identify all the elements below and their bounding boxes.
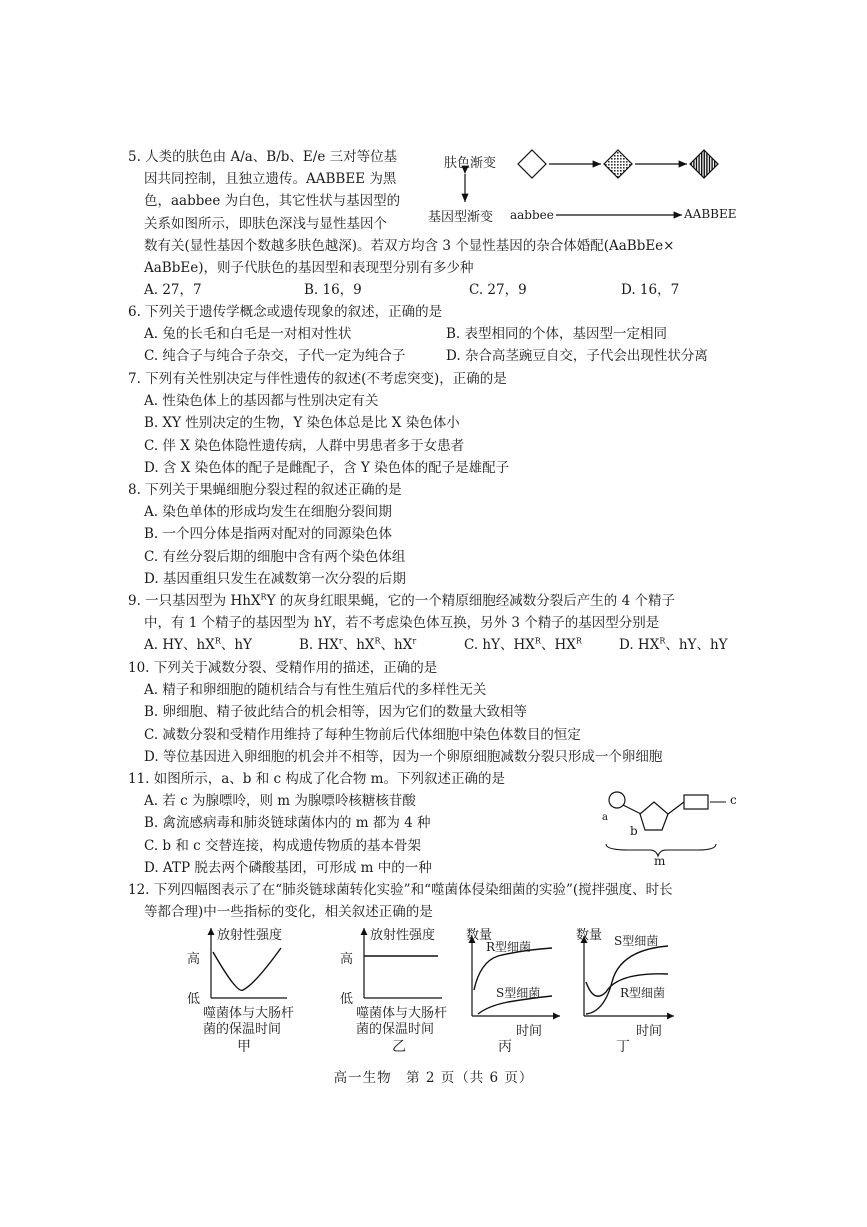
pentose-ring: [640, 802, 668, 830]
option-d: D. 杂合高茎豌豆自交，子代会出现性状分离: [446, 348, 708, 365]
superscript: r: [412, 636, 417, 646]
question-6-options-row: [128, 345, 748, 367]
question-9: [128, 590, 748, 657]
xlabel: 噬菌体与大肠杆: [356, 1006, 448, 1021]
high-label: 高: [187, 952, 201, 967]
skin-color-diagram: [428, 140, 748, 228]
superscript: r: [338, 636, 343, 646]
option-c: C. 纯合子与纯合子杂交，子代一定为纯合子: [144, 348, 406, 365]
option-a: A. 27，7: [144, 282, 202, 299]
graph-ding: [574, 922, 686, 1055]
option-a: A. 染色单体的形成均发生在细胞分裂间期: [144, 504, 392, 521]
text: A. HY、hX: [144, 637, 215, 654]
question-10: [128, 657, 748, 768]
text: B. HX: [299, 637, 339, 654]
option-d: D. 16，7: [621, 282, 680, 299]
question-5-line: 关系如图所示，即肤色深浅与显性基因个: [144, 215, 387, 232]
question-9-options: [128, 634, 748, 656]
ylabel: 数量: [576, 928, 603, 943]
text: 、hY、hY: [665, 637, 728, 654]
question-5-line: 色，aabbee 为白色，其它性状与基因型的: [144, 193, 401, 210]
bond-a-b: [623, 805, 641, 814]
question-12: [128, 879, 748, 923]
page-footer: 高一生物 第 2 页（共 6 页）: [333, 1070, 534, 1086]
gene-start-label: aabbee: [510, 208, 554, 222]
superscript: R: [659, 636, 666, 646]
stem-text: 9. 一只基因型为 HhX: [128, 593, 261, 609]
curve-label-s: S型细菌: [614, 934, 659, 948]
question-7-stem: 7. 下列有关性别决定与伴性遗传的叙述(不考虑突变)，正确的是: [128, 371, 507, 387]
question-5-line: 5. 人类的肤色由 A/a、B/b、E/e 三对等位基: [128, 149, 398, 165]
bond-b-c: [668, 802, 684, 814]
option-c: C. 伴 X 染色体隐性遗传病，人群中男患者多于女患者: [144, 437, 465, 454]
label-b: b: [630, 824, 638, 838]
text: 、hX: [342, 637, 375, 654]
ylabel: 放射性强度: [370, 928, 436, 943]
curve-s: [586, 946, 668, 1014]
graph-jia: [185, 922, 320, 1055]
option-a: A. 若 c 为腺嘌呤，则 m 为腺嘌呤核糖核苷酸: [144, 793, 416, 810]
question-9-stem: [128, 590, 748, 612]
white-diamond: [518, 150, 546, 178]
graph-id: 丙: [498, 1039, 512, 1055]
nucleotide-shapes: [598, 786, 748, 866]
text: D. HX: [619, 637, 660, 654]
question-5-line: 因共同控制，且独立遗传。AABBEE 为黑: [144, 171, 397, 188]
xlabel: 时间: [516, 1024, 543, 1039]
option-c: C. 27，9: [469, 282, 527, 299]
text: C. hY、HX: [464, 637, 535, 654]
superscript: R: [374, 636, 381, 646]
option-d: D. 含 X 染色体的配子是雌配子，含 Y 染色体的配子是雄配子: [144, 459, 510, 476]
text: 、hY: [220, 637, 252, 654]
curve-label-r: R型细菌: [620, 986, 666, 1000]
dotted-diamond: [604, 150, 632, 178]
option-a: A. 精子和卵细胞的随机结合与有性生殖后代的多样性无关: [144, 682, 487, 699]
question-5-line: 数有关(显性基因个数越多肤色越深)。若双方均含 3 个显性基因的杂合体婚配(AaBbEe×: [144, 237, 675, 254]
question-5-line: AaBbEe)，则子代肤色的基因型和表现型分别有多少种: [144, 260, 474, 277]
question-6-stem: 6. 下列关于遗传学概念或遗传现象的叙述，正确的是: [128, 304, 443, 320]
question-5-options: [128, 279, 748, 301]
option-a: A. 兔的长毛和白毛是一对相对性状: [144, 326, 352, 343]
option-d: [619, 634, 728, 656]
question-8: [128, 479, 748, 590]
curve-label-r: R型细菌: [486, 940, 532, 954]
xlabel: 菌的保温时间: [356, 1022, 435, 1037]
question-11-stem: 11. 如图所示，a、b 和 c 构成了化合物 m。下列叙述正确的是: [128, 771, 505, 787]
question-6-options-row: [128, 323, 748, 345]
option-c: C. 减数分裂和受精作用维持了每种生物前后代体细胞中染色体数目的恒定: [144, 726, 581, 743]
graph-id: 丁: [616, 1039, 630, 1055]
superscript: R: [575, 636, 582, 646]
label-c: c: [730, 793, 737, 807]
graph-id: 乙: [392, 1039, 406, 1055]
option-b: B. 表型相同的个体，基因型一定相同: [446, 326, 668, 343]
option-d: D. 等位基因进入卵细胞的机会并不相等，因为一个卵原细胞减数分裂只形成一个卵细胞: [144, 748, 663, 765]
option-b: B. 16，9: [304, 282, 362, 299]
option-c: [464, 634, 619, 656]
base-rectangle: [684, 795, 708, 809]
option-b: B. 禽流感病毒和肺炎链球菌体内的 m 都为 4 种: [144, 815, 431, 832]
option-a: [144, 634, 299, 656]
superscript: R: [534, 636, 541, 646]
graph-id: 甲: [237, 1039, 251, 1055]
xlabel: 时间: [636, 1024, 663, 1039]
option-a: A. 性染色体上的基因都与性别决定有关: [144, 393, 379, 410]
question-6: [128, 301, 748, 368]
curve-u: [213, 948, 281, 990]
stem-text: Y 的灰身红眼果蝇，它的一个精原细胞经减数分裂后产生的 4 个精子: [266, 593, 675, 609]
superscript: R: [214, 636, 221, 646]
question-7: [128, 368, 748, 479]
question-12-stem: 12. 下列四幅图表示了在“肺炎链球菌转化实验”和“噬菌体侵染细菌的实验”(搅拌强度、时长: [128, 882, 673, 898]
low-label: 低: [340, 992, 354, 1007]
xlabel: 噬菌体与大肠杆: [203, 1006, 295, 1021]
question-10-stem: 10. 下列关于减数分裂、受精作用的描述，正确的是: [128, 660, 438, 676]
question-8-stem: 8. 下列关于果蝇细胞分裂过程的叙述正确的是: [128, 482, 402, 498]
option-b: B. 卵细胞、精子彼此结合的机会相等，因为它们的数量大致相等: [144, 704, 528, 721]
option-b: B. XY 性别决定的生物，Y 染色体总是比 X 染色体小: [144, 415, 460, 432]
striped-diamond: [690, 150, 718, 178]
superscript: R: [260, 592, 267, 602]
question-12-stem: 等都合理)中一些指标的变化，相关叙述正确的是: [144, 904, 433, 921]
diagram-shapes: [428, 140, 748, 228]
graph-yi: [338, 922, 473, 1055]
genotype-gradient-label: 基因型渐变: [428, 210, 494, 225]
high-label: 高: [340, 952, 354, 967]
xlabel: 菌的保温时间: [203, 1022, 282, 1037]
label-m: m: [654, 854, 666, 868]
curve-label-s: S型细菌: [496, 986, 541, 1000]
question-9-line-2: 中，有 1 个精子的基因型为 hY，若不考虑染色体互换，另外 3 个精子的基因型分别是: [144, 615, 660, 632]
gene-end-label: AABBEE: [684, 207, 737, 221]
text: 、HX: [540, 637, 576, 654]
option-c: C. b 和 c 交替连接，构成遗传物质的基本骨架: [144, 837, 422, 854]
option-d: D. ATP 脱去两个磷酸基团，可形成 m 中的一种: [144, 859, 432, 876]
option-d: D. 基因重组只发生在减数第一次分裂的后期: [144, 570, 406, 587]
ylabel: 数量: [466, 928, 493, 943]
ylabel: 放射性强度: [217, 928, 283, 943]
option-b: [299, 634, 464, 656]
option-c: C. 有丝分裂后期的细胞中含有两个染色体组: [144, 548, 406, 565]
phosphate-circle: [609, 792, 625, 808]
graph-bing: [462, 922, 572, 1055]
label-a: a: [602, 812, 608, 823]
text: 、hX: [380, 637, 413, 654]
color-gradient-label: 肤色渐变: [444, 156, 497, 171]
nucleotide-diagram: [598, 786, 748, 866]
option-b: B. 一个四分体是指两对配对的同源染色体: [144, 526, 393, 543]
low-label: 低: [187, 992, 201, 1007]
